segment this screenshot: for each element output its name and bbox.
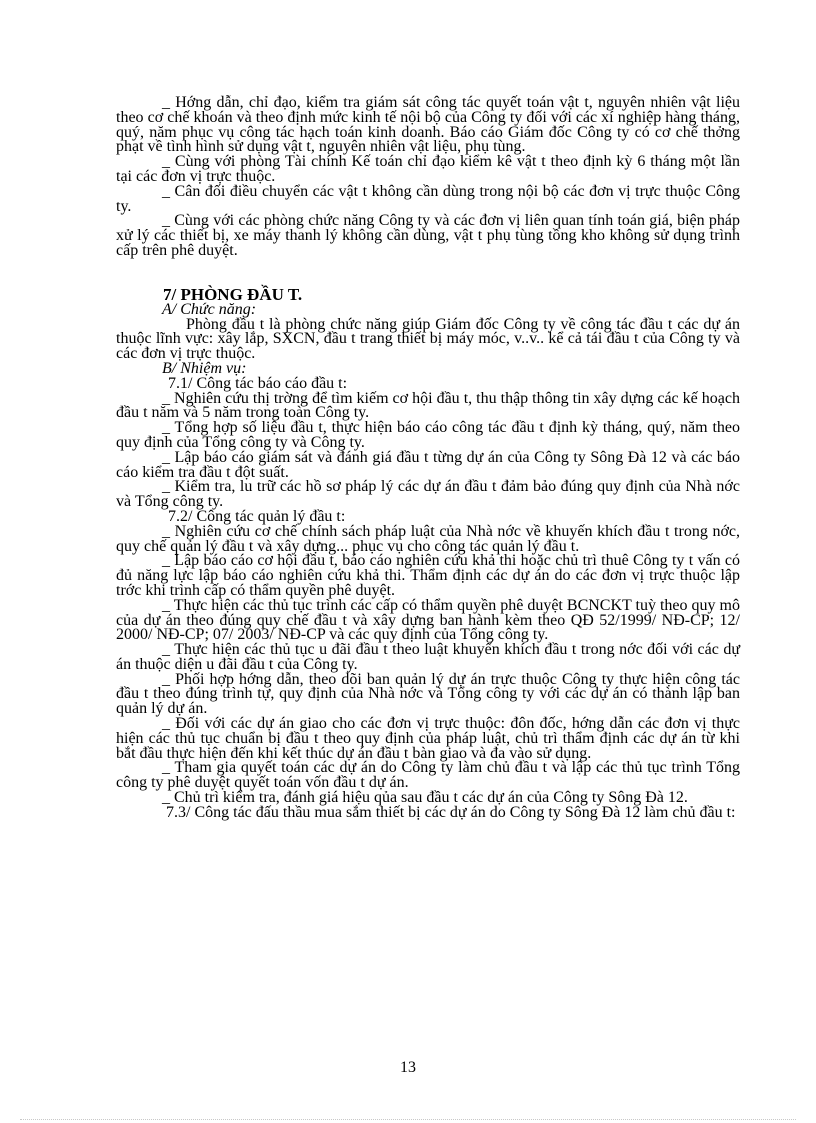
paragraph: _ Cùng với các phòng chức năng Công ty và các đơn vị liên quan tính toán giá, biện pháp xử lý các thiết bị, xe máy thanh lý không cần dùng, vật t phụ tùng tồng kho không sử dụng trình cấp trên phê duyệt. <box>116 212 740 259</box>
document-page <box>116 96 740 821</box>
paragraph: _ Hớng dẫn, chỉ đạo, kiểm tra giám sát công tác quyết toán vật t, nguyên nhiên vật liệu theo cơ chế khoán và theo định mức kinh tế nội bộ của Công ty đối với các xí nghiệp hàng tháng, quý, năm phục vụ công tác hạch toán kinh doanh. Báo cáo Giám đốc Công ty có cơ chế thởng phạt về tình hình sử dụng vật t, nguyên nhiên vật liệu, phụ tùng. <box>116 94 740 156</box>
list-item: _ Đối với các dự án giao cho các đơn vị trực thuộc: đôn đốc, hớng dẫn các đơn vị thực hiện các thủ tục chuẩn bị đầu t theo quy định của pháp luật, chủ trì thẩm định các dự án từ khi bắt đầu thực hiện đến khi kết thúc dự án đầu t bàn giao và đa vào sử dụng. <box>116 715 740 762</box>
list-item: _ Thực hiện các thủ tục trình các cấp có thẩm quyền phê duyệt BCNCKT tuỳ theo quy mô của dự án theo đúng quy chế đầu t và xây dựng ban hành kèm theo QĐ 52/1999/ NĐ-CP; 12/ 2000/ NĐ-CP; 07/ 2003/ NĐ-CP và các quy định của Tổng công ty. <box>116 596 740 644</box>
list-item: _ Tổng hợp số liệu đầu t, thực hiện báo cáo công tác đầu t định kỳ tháng, quý, năm theo quy định của Tổng công ty và Công ty. <box>116 419 740 451</box>
paragraph: _ Cân đối điều chuyển các vật t không cần dùng trong nội bộ các đơn vị trực thuộc Công ty. <box>116 182 740 215</box>
page-edge-divider <box>20 1119 796 1120</box>
page-number: 13 <box>400 1059 416 1076</box>
section-heading: 7/ PHÒNG ĐẦU T. <box>163 284 303 304</box>
function-label: A/ Chức năng: <box>162 300 257 318</box>
subsection-title: 7.3/ Công tác đấu thầu mua sắm thiết bị các dự án do Công ty Sông Đà 12 làm chủ đầu t: <box>166 803 736 821</box>
paragraph: _ Cùng với phòng Tài chính Kế toán chỉ đạo kiểm kê vật t theo định kỳ 6 tháng một lần tại các đơn vị trực thuộc. <box>116 153 740 185</box>
list-item: _ Nghiên cứu cơ chế chính sách pháp luật của Nhà nớc về khuyến khích đầu t trong nớc, quy chế quản lý đầu t và xây dựng... phục vụ cho công tác quản lý đầu t. <box>116 522 740 555</box>
list-item: _ Nghiên cứu thị trờng để tìm kiếm cơ hội đầu t, thu thập thông tin xây dựng các kế hoạch đầu t năm và 5 năm trong toàn Công ty. <box>116 389 740 422</box>
duty-label: B/ Nhiệm vụ: <box>162 359 247 377</box>
subsection-title: 7.2/ Công tác quản lý đầu t: <box>168 507 346 525</box>
list-item: _ Tham gia quyết toán các dự án do Công ty làm chủ đầu t và lập các thủ tục trình Tổng công ty phê duyệt quyết toán vốn đầu t dự án. <box>116 759 740 792</box>
list-item: _ Kiểm tra, lu trữ các hồ sơ pháp lý các dự án đầu t đảm bảo đúng quy định của Nhà nớc và Tổng công ty. <box>116 478 740 511</box>
list-item: _ Thực hiện các thủ tục u đãi đầu t theo luật khuyến khích đầu t trong nớc đối với các dự án thuộc diện u đãi đầu t của Công ty. <box>116 641 740 673</box>
list-item: _ Phối hợp hớng dẫn, theo dõi ban quản lý dự án trực thuộc Công ty thực hiện công tác đầu t theo đúng trình tự, quy định của Nhà nớc và Tổng công ty với các dự án có thành lập ban quản lý dự án. <box>116 670 740 718</box>
list-item: _ Lập báo cáo giám sát và đánh giá đầu t từng dự án của Công ty Sông Đà 12 và các báo cáo kiểm tra đầu t đột suất. <box>116 448 740 481</box>
list-item: _ Chủ trì kiểm tra, đánh giá hiệu qủa sau đầu t các dự án của Công ty Sông Đà 12. <box>162 789 688 807</box>
list-item: _ Lập báo cáo cơ hội đầu t, báo cáo nghiên cứu khả thi hoặc chủ trì thuê Công ty t vấn có đủ năng lực lập báo cáo nghiên cứu khả thi. Thẩm định các dự án do các đơn vị trực thuộc lập trớc khi trình cấp có thẩm quyền phê duyệt. <box>116 552 740 599</box>
subsection-title: 7.1/ Công tác báo cáo đầu t: <box>168 374 348 392</box>
function-text: Phòng đầu t là phòng chức năng giúp Giám đốc Công ty về công tác đầu t các dự án thuộc lĩnh vực: xây lắp, SXCN, đầu t trang thiết bị máy móc, v..v.. kể cả tái đầu t của Công ty và các đơn vị trực thuộc. <box>116 315 740 363</box>
